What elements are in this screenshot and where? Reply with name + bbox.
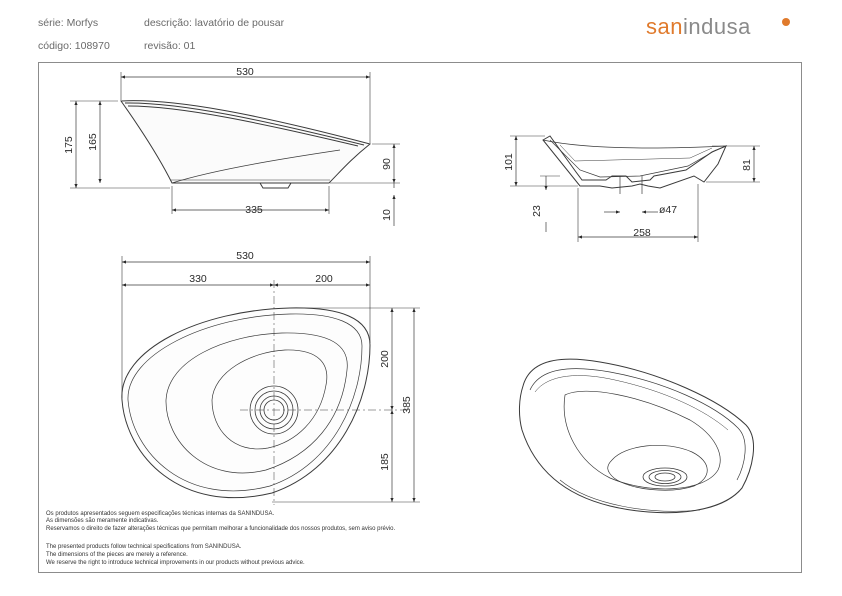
top-length-dim: 530 <box>236 250 254 262</box>
drain-to-bottom-dim: 185 <box>379 453 391 471</box>
top-width-dim: 385 <box>401 396 413 414</box>
side-bowl-height-dim: 165 <box>87 133 99 151</box>
code-label: código: 108970 <box>38 40 110 52</box>
notes-pt-2: As dimensões são meramente indicativas. <box>46 518 159 524</box>
side-base-width-dim: 335 <box>245 204 263 216</box>
logo-part-san: san <box>646 14 683 39</box>
side-base-height-dim: 10 <box>381 209 393 221</box>
front-drain-height-dim: 23 <box>531 205 543 217</box>
front-base-width-dim: 258 <box>633 227 651 239</box>
logo-part-indusa: indusa <box>682 14 751 39</box>
front-height-dim: 101 <box>503 153 515 171</box>
side-view <box>70 72 400 226</box>
top-left-to-drain-dim: 330 <box>189 273 207 285</box>
top-drain-to-right-dim: 200 <box>315 273 333 285</box>
notes-en-3: We reserve the right to introduce technical improvements in our products without previous advice. <box>46 560 305 566</box>
serie-label: série: Morfys <box>38 17 99 29</box>
side-rim-height-dim: 90 <box>381 158 393 170</box>
side-total-height-dim: 175 <box>63 136 75 154</box>
notes-en-2: The dimensions of the pieces are merely a reference. <box>46 552 188 558</box>
side-length-dim: 530 <box>236 66 254 78</box>
top-to-drain-dim: 200 <box>379 350 391 368</box>
perspective-view <box>519 359 753 513</box>
top-view <box>122 256 420 505</box>
front-drain-diameter-dim: ø47 <box>658 204 678 216</box>
revision-label: revisão: 01 <box>144 40 196 52</box>
description-label: descrição: lavatório de pousar <box>144 17 285 29</box>
notes-pt-3: Reservamos o direito de fazer alterações técnicas que permitam melhorar a funcionalidade dos nossos produtos, sem aviso prévio. <box>46 526 396 532</box>
front-height-right-dim: 81 <box>741 159 753 171</box>
notes-pt-1: Os produtos apresentados seguem especificações técnicas internas da SANINDUSA. <box>46 511 275 517</box>
notes-en-1: The presented products follow technical specifications from SANINDUSA. <box>46 544 242 550</box>
